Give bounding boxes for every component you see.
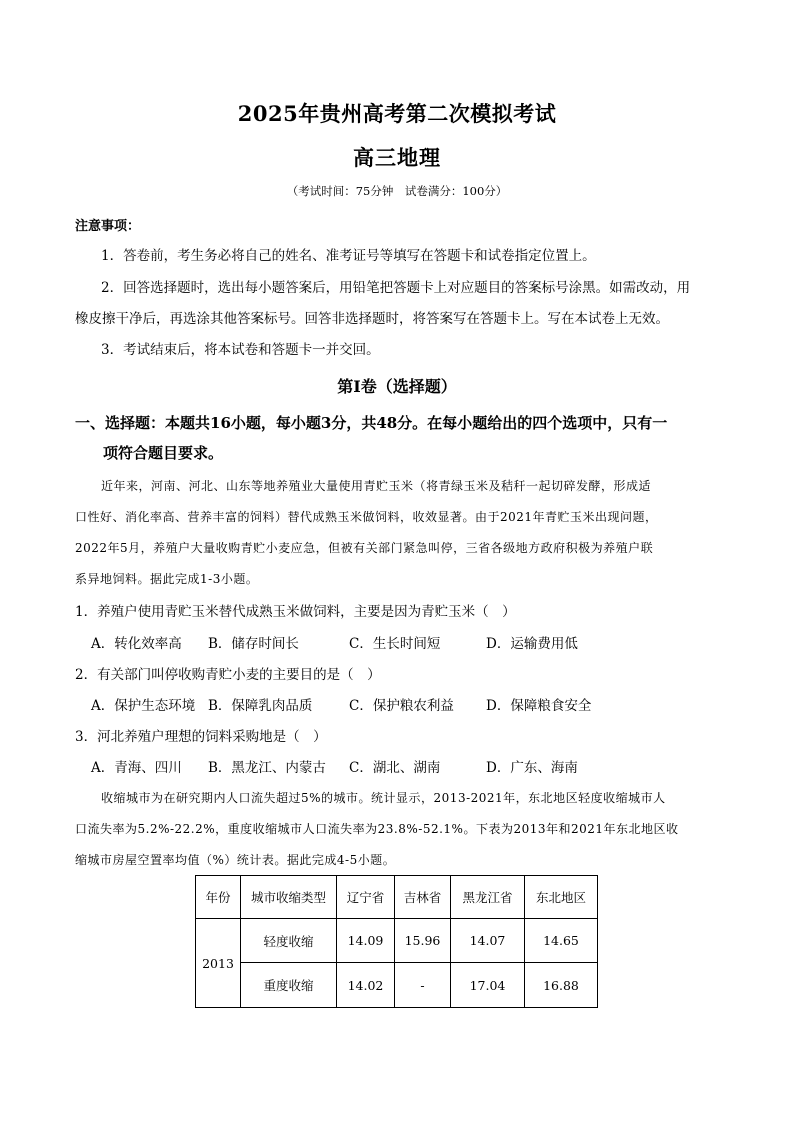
subject-title: 高三地理 — [353, 145, 441, 170]
question-2-option-d: D．保障粮食安全 — [486, 698, 592, 714]
table-cell: 14.65 — [525, 919, 598, 963]
table-cell: 重度收缩 — [241, 963, 337, 1008]
question-3-option-d: D．广东、海南 — [486, 760, 578, 776]
table-cell: 17.04 — [451, 963, 525, 1008]
passage-2-line-1: 收缩城市为在研究期内人口流失超过5%的城市。统计显示，2013-2021年，东北地区轻度收缩城市人 — [101, 791, 666, 805]
vacancy-rate-table — [195, 875, 598, 1008]
notice-item-1: 1．答卷前，考生务必将自己的姓名、准考证号等填写在答题卡和试卷指定位置上。 — [101, 248, 596, 264]
question-1-option-c: C．生长时间短 — [349, 636, 441, 652]
passage-1-line-1: 近年来，河南、河北、山东等地养殖业大量使用青贮玉米（将青绿玉米及秸秆一起切碎发酵，形成适 — [101, 479, 652, 493]
table-cell: 16.88 — [525, 963, 598, 1008]
question-1-option-a: A．转化效率高 — [91, 636, 182, 652]
table-cell: - — [395, 963, 451, 1008]
passage-1-line-4: 系异地饲料。据此完成1-3小题。 — [75, 572, 259, 586]
question-2-stem: 2．有关部门叫停收购青贮小麦的主要目的是（ ） — [75, 667, 381, 683]
table-row — [196, 963, 598, 1008]
section-title: 第Ⅰ卷（选择题） — [337, 377, 457, 396]
table-cell: 14.07 — [451, 919, 525, 963]
table-year-cell: 2013 — [196, 919, 241, 1008]
question-3-option-b: B．黑龙江、内蒙古 — [208, 760, 326, 776]
notice-item-2-line-2: 橡皮擦干净后，再选涂其他答案标号。回答非选择题时，将答案写在答题卡上。写在本试卷上无效。 — [75, 311, 669, 327]
question-1-stem: 1．养殖户使用青贮玉米替代成熟玉米做饲料，主要是因为青贮玉米（ ） — [75, 604, 516, 620]
notice-item-3: 3．考试结束后，将本试卷和答题卡一并交回。 — [101, 342, 380, 358]
exam-info: （考试时间：75分钟 试卷满分：100分） — [286, 184, 508, 198]
question-3-option-c: C．湖北、湖南 — [349, 760, 441, 776]
table-header-cell: 黑龙江省 — [451, 876, 525, 919]
question-2-option-c: C．保护粮农利益 — [349, 698, 454, 714]
question-2-option-a: A．保护生态环境 — [91, 698, 196, 714]
table-cell: 15.96 — [395, 919, 451, 963]
question-1-option-d: D．运输费用低 — [486, 636, 578, 652]
question-3-option-a: A．青海、四川 — [91, 760, 182, 776]
table-cell: 轻度收缩 — [241, 919, 337, 963]
table-header-row — [196, 876, 598, 919]
passage-1-line-2: 口性好、消化率高、营养丰富的饲料）替代成熟玉米做饲料，收效显著。由于2021年青贮玉米出现问题， — [75, 510, 658, 524]
notice-item-2-line-1: 2．回答选择题时，选出每小题答案后，用铅笔把答题卡上对应题目的答案标号涂黑。如需改动，用 — [101, 280, 691, 296]
passage-2-line-2: 口流失率为5.2%-22.2%，重度收缩城市人口流失率为23.8%-52.1%。下表为2013年和2021年东北地区收 — [75, 822, 679, 836]
table-cell: 14.09 — [337, 919, 395, 963]
exam-title: 2025年贵州高考第二次模拟考试 — [237, 101, 557, 126]
table-header-cell: 年份 — [196, 876, 241, 919]
table-header-cell: 吉林省 — [395, 876, 451, 919]
table-header-cell: 东北地区 — [525, 876, 598, 919]
table-header-cell: 城市收缩类型 — [241, 876, 337, 919]
passage-1-line-3: 2022年5月，养殖户大量收购青贮小麦应急，但被有关部门紧急叫停，三省各级地方政府积极为养殖户联 — [75, 541, 654, 555]
table-row — [196, 919, 598, 963]
question-1-option-b: B．储存时间长 — [208, 636, 299, 652]
question-3-stem: 3．河北养殖户理想的饲料采购地是（ ） — [75, 729, 327, 745]
notice-heading: 注意事项： — [75, 219, 141, 234]
passage-2-line-3: 缩城市房屋空置率均值（%）统计表。据此完成4-5小题。 — [75, 853, 396, 867]
table-cell: 14.02 — [337, 963, 395, 1008]
question-2-option-b: B．保障乳肉品质 — [208, 698, 313, 714]
part-heading-line-2: 项符合题目要求。 — [103, 444, 224, 462]
table-header-cell: 辽宁省 — [337, 876, 395, 919]
part-heading-line-1: 一、选择题：本题共16小题，每小题3分，共48分。在每小题给出的四个选项中，只有一 — [75, 414, 668, 432]
